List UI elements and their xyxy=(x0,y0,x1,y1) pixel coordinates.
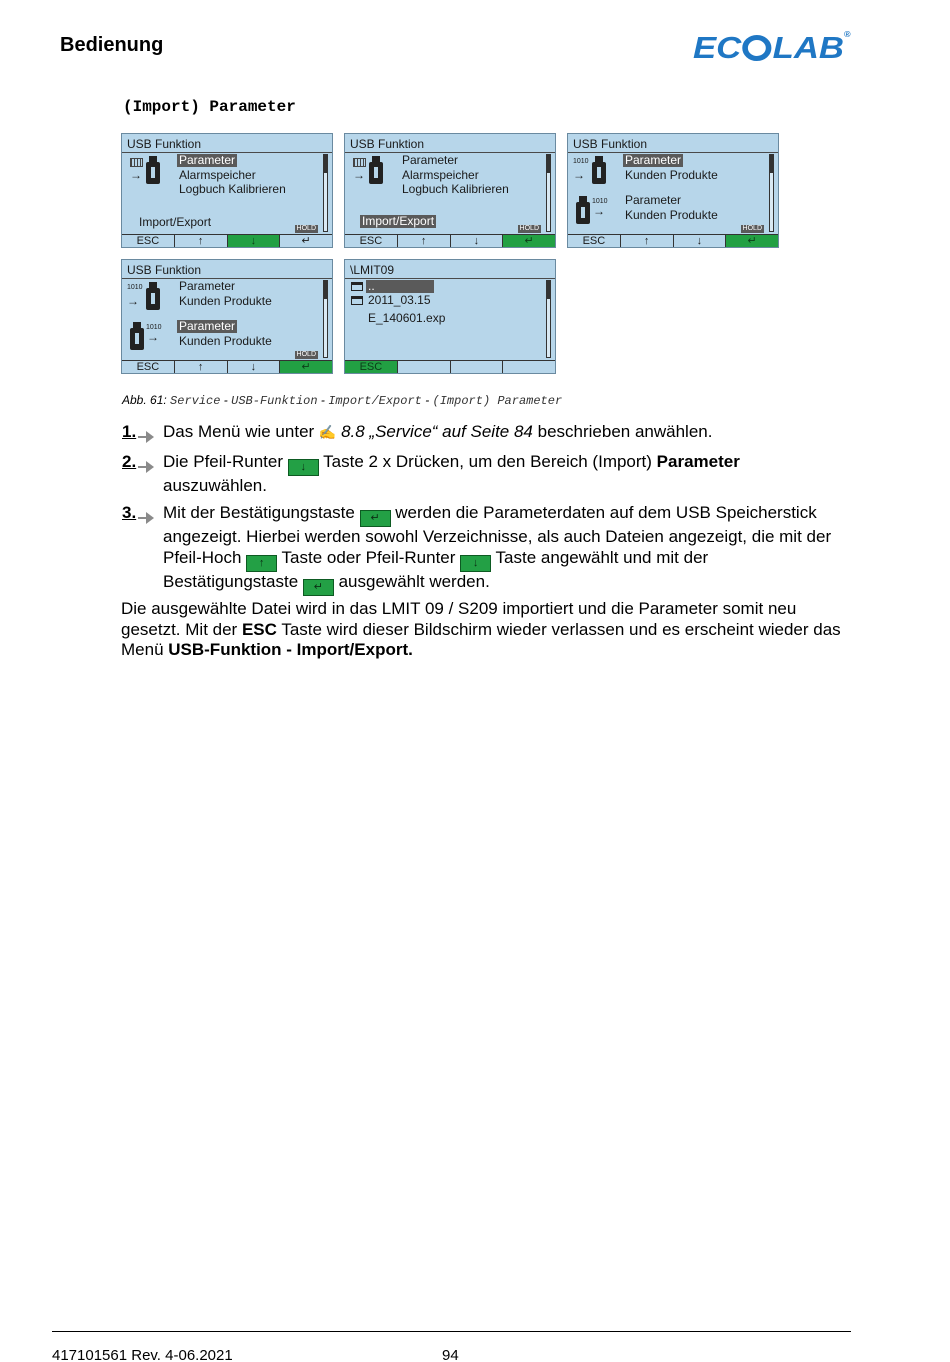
screen-5 xyxy=(344,259,556,374)
menu-item-export-kunden-produkte[interactable]: Kunden Produkte xyxy=(625,168,718,182)
hold-badge: HOLD xyxy=(296,225,316,232)
binary-label: 1010 xyxy=(146,324,162,331)
enter-key[interactable]: ↵ xyxy=(280,361,332,373)
step-arrow-icon xyxy=(138,427,156,441)
enter-key-icon: ↵ xyxy=(360,510,391,527)
caption-path-usb: USB-Funktion xyxy=(231,394,318,408)
scrollbar[interactable] xyxy=(546,154,551,232)
function-bar xyxy=(345,360,555,373)
footer-divider xyxy=(52,1331,851,1332)
usb-stick-icon xyxy=(576,196,590,224)
screen-1 xyxy=(121,133,333,248)
step-text xyxy=(163,503,843,596)
usb-stick-icon xyxy=(130,322,144,350)
step-number: 3. xyxy=(122,503,137,522)
caption-path-import-export: Import/Export xyxy=(328,394,422,408)
arrow-right-icon: → xyxy=(127,294,139,308)
menu-item-logbuch[interactable]: Logbuch Kalibrieren xyxy=(179,182,286,196)
reference-link-icon[interactable]: ✍ xyxy=(318,424,337,440)
hold-badge: HOLD xyxy=(519,225,539,232)
esc-key[interactable]: ESC xyxy=(122,235,175,247)
figure-caption xyxy=(122,393,562,408)
enter-key[interactable]: ↵ xyxy=(726,235,778,247)
section-heading: (Import) Parameter xyxy=(123,98,296,116)
menu-item-export-parameter[interactable]: Parameter xyxy=(179,279,236,293)
screen-title: \LMIT09 xyxy=(350,263,395,277)
scrollbar[interactable] xyxy=(769,154,774,232)
up-key[interactable]: ↑ xyxy=(175,361,228,373)
title-divider xyxy=(345,278,555,279)
arrow-down-key-icon: ↓ xyxy=(460,555,491,572)
step-arrow-icon xyxy=(138,457,156,471)
step-text-part: Taste 2 x Drücken, um den Bereich (Import) xyxy=(318,452,657,471)
folder-icon xyxy=(351,282,363,291)
scrollbar[interactable] xyxy=(323,154,328,232)
empty-key xyxy=(398,361,451,373)
scrollbar[interactable] xyxy=(323,280,328,358)
paragraph-text: Taste wird dieser Bildschirm wieder verlassen und es erscheint wieder das Menü xyxy=(121,619,841,659)
hold-badge: HOLD xyxy=(742,225,762,232)
menu-item-export-parameter[interactable]: Parameter xyxy=(625,153,682,167)
down-key[interactable]: ↓ xyxy=(228,235,281,247)
logo-text-lab: LAB xyxy=(772,30,844,65)
file-list-item-folder[interactable]: 2011_03.15 xyxy=(368,293,431,307)
down-key[interactable]: ↓ xyxy=(228,361,281,373)
menu-item-import-kunden-produkte[interactable]: Kunden Produkte xyxy=(179,334,272,348)
ecolab-logo xyxy=(693,30,851,66)
menu-item-logbuch[interactable]: Logbuch Kalibrieren xyxy=(402,182,509,196)
down-key[interactable]: ↓ xyxy=(674,235,727,247)
logo-o-ring xyxy=(742,35,771,61)
step-text-part: auszuwählen. xyxy=(163,476,267,495)
step-arrow-icon xyxy=(138,508,156,522)
function-bar xyxy=(345,234,555,247)
screen-title: USB Funktion xyxy=(350,137,425,151)
grid-icon xyxy=(353,158,366,167)
logo-text-ec: EC xyxy=(693,30,742,65)
caption-separator: - xyxy=(220,393,232,407)
step-text-bold: Parameter xyxy=(656,452,740,471)
menu-item-import-export[interactable]: Import/Export xyxy=(139,215,212,229)
caption-separator: - xyxy=(317,393,329,407)
caption-prefix: Abb. 61: xyxy=(122,393,167,407)
step-text-part: Taste angewählt und mit der Bestätigungstaste xyxy=(163,547,709,591)
empty-key xyxy=(503,361,555,373)
binary-label: 1010 xyxy=(573,158,589,165)
step-text-part: beschrieben anwählen. xyxy=(532,422,713,441)
binary-label: 1010 xyxy=(127,284,143,291)
grid-icon xyxy=(130,158,143,167)
menu-item-export-kunden-produkte[interactable]: Kunden Produkte xyxy=(179,294,272,308)
cross-reference-link[interactable]: 8.8 „Service“ auf Seite 84 xyxy=(336,422,533,441)
step-text xyxy=(163,452,843,497)
scrollbar[interactable] xyxy=(546,280,551,358)
arrow-right-icon: → xyxy=(147,330,159,344)
enter-key[interactable]: ↵ xyxy=(503,235,555,247)
step-text-part: Das Menü wie unter xyxy=(163,422,319,441)
arrow-right-icon: → xyxy=(573,168,585,182)
up-key[interactable]: ↑ xyxy=(398,235,451,247)
arrow-right-icon: → xyxy=(353,168,365,182)
screen-4 xyxy=(121,259,333,374)
function-bar xyxy=(122,234,332,247)
page-header-title: Bedienung xyxy=(60,34,164,56)
menu-item-parameter[interactable]: Parameter xyxy=(402,153,459,167)
body-paragraph xyxy=(121,599,851,661)
caption-path-parameter: (Import) Parameter xyxy=(432,394,563,408)
usb-stick-icon xyxy=(146,156,160,184)
esc-key[interactable]: ESC xyxy=(345,361,398,373)
step-text-part: ausgewählt werden. xyxy=(333,571,490,591)
esc-key[interactable]: ESC xyxy=(568,235,621,247)
up-key[interactable]: ↑ xyxy=(175,235,228,247)
screen-title: USB Funktion xyxy=(127,137,202,151)
step-text-part: werden die Parameterdaten auf dem USB Speicherstick angezeigt. Hierbei werden sowohl Verzeichnisse, als auch Dateien angezeigt, die mit der Pfeil-Hoch xyxy=(163,503,832,567)
up-key[interactable]: ↑ xyxy=(621,235,674,247)
caption-separator: - xyxy=(421,393,433,407)
footer-page-number: 94 xyxy=(442,1347,459,1362)
arrow-right-icon: → xyxy=(130,168,142,182)
screen-2 xyxy=(344,133,556,248)
function-bar xyxy=(122,360,332,373)
step-text-part: Taste oder Pfeil-Runter xyxy=(277,547,461,567)
menu-item-alarmspeicher[interactable]: Alarmspeicher xyxy=(402,168,479,182)
esc-key[interactable]: ESC xyxy=(345,235,398,247)
binary-label: 1010 xyxy=(592,198,608,205)
screen-title: USB Funktion xyxy=(573,137,648,151)
usb-stick-icon xyxy=(369,156,383,184)
paragraph-bold: ESC xyxy=(241,619,277,639)
paragraph-bold: USB-Funktion - Import/Export. xyxy=(168,640,413,659)
step-text xyxy=(163,422,843,443)
down-key[interactable]: ↓ xyxy=(451,235,504,247)
step-text-part: Die Pfeil-Runter xyxy=(163,452,288,471)
enter-key-icon: ↵ xyxy=(303,579,334,596)
screen-3 xyxy=(567,133,779,248)
menu-item-parameter[interactable]: Parameter xyxy=(179,153,236,167)
menu-item-alarmspeicher[interactable]: Alarmspeicher xyxy=(179,168,256,182)
screen-title: USB Funktion xyxy=(127,263,202,277)
arrow-down-key-icon: ↓ xyxy=(288,459,319,476)
file-list-item-file[interactable]: E_140601.exp xyxy=(368,311,446,325)
step-text-part: Mit der Bestätigungstaste xyxy=(163,503,360,522)
step-number: 2. xyxy=(122,452,137,471)
menu-item-import-kunden-produkte[interactable]: Kunden Produkte xyxy=(625,208,718,222)
esc-key[interactable]: ESC xyxy=(122,361,175,373)
enter-key[interactable]: ↵ xyxy=(301,235,311,247)
hold-badge: HOLD xyxy=(296,351,316,358)
caption-path-service: Service xyxy=(170,394,221,408)
menu-item-import-export[interactable]: Import/Export xyxy=(362,214,435,228)
usb-stick-icon xyxy=(146,282,160,310)
folder-icon xyxy=(351,296,363,305)
footer-document-number: 417101561 Rev. 4-06.2021 xyxy=(52,1347,233,1362)
logo-registered: ® xyxy=(843,30,851,39)
menu-item-import-parameter[interactable]: Parameter xyxy=(179,319,236,333)
arrow-right-icon: → xyxy=(593,204,605,218)
menu-item-import-parameter[interactable]: Parameter xyxy=(625,193,682,207)
file-list-item-parent[interactable]: .. xyxy=(366,280,434,293)
function-bar xyxy=(568,234,778,247)
usb-stick-icon xyxy=(592,156,606,184)
arrow-up-key-icon: ↑ xyxy=(246,555,277,572)
empty-key xyxy=(451,361,504,373)
step-number: 1. xyxy=(122,422,137,441)
paragraph-text: Die ausgewählte Datei wird in das LMIT 09 / S209 importiert und die Parameter somit neu gesetzt. Mit der xyxy=(121,599,797,639)
